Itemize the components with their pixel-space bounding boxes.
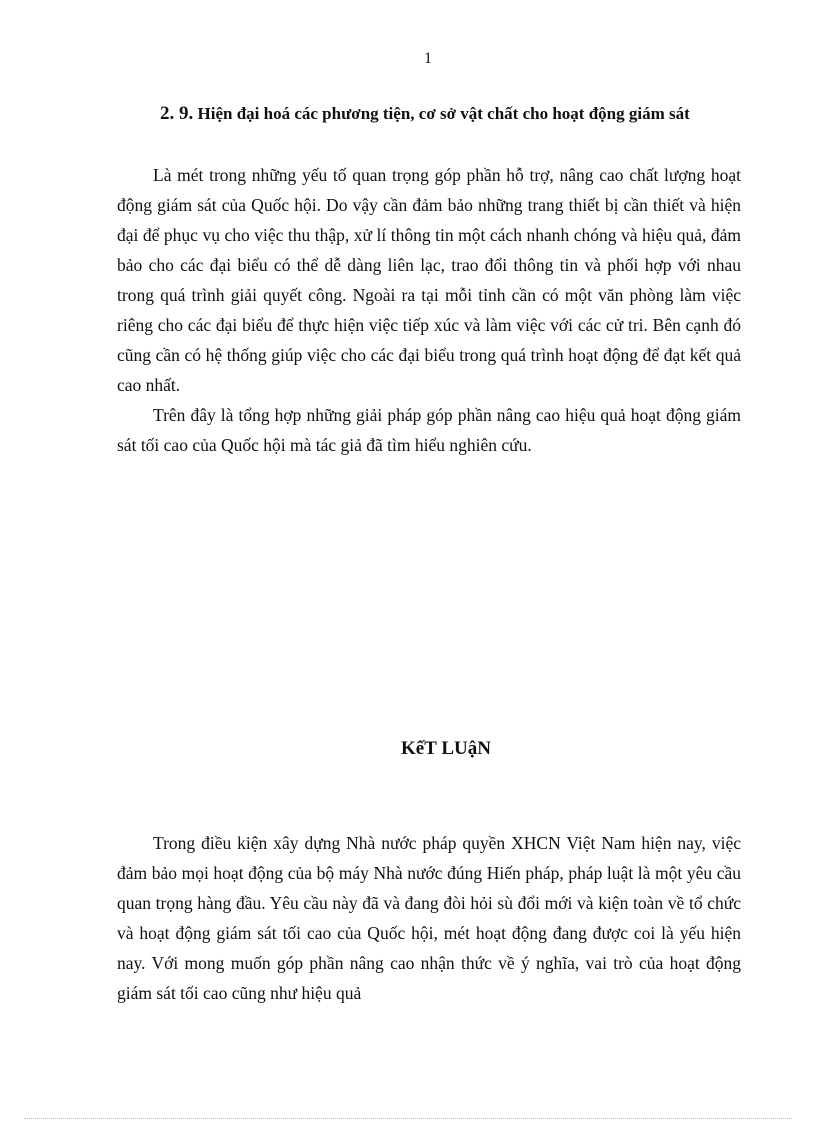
section-number: 2. 9. (160, 103, 194, 124)
page-number: 1 (424, 50, 432, 67)
section-title: Hiện đại hoá các phương tiện, cơ sở vật chất cho hoạt động giám sát (197, 104, 690, 123)
paragraph: Trên đây là tổng hợp những giải pháp góp phần nâng cao hiệu quả hoạt động giám sát tối cao của Quốc hội mà tác giả đã tìm hiểu nghiên cứu. (117, 405, 741, 455)
paragraph: Trong điều kiện xây dựng Nhà nước pháp quyền XHCN Việt Nam hiện nay, việc đảm bảo mọi hoạt động của bộ máy Nhà nước đúng Hiến pháp, pháp luật là một yêu cầu quan trọng hàng đầu. Yêu cầu này đã và đang đòi hỏi sù đổi mới và kiện toàn về tổ chức và hoạt động giám sát tối cao của Quốc hội, mét hoạt động đang được coi là yếu hiện nay. Với mong muốn góp phần nâng cao nhận thức về ý nghĩa, vai trò của hoạt động giám sát tối cao cũng như hiệu quả (117, 833, 741, 1003)
section-heading (117, 96, 741, 132)
page-bottom-divider (24, 1118, 792, 1119)
conclusion-body (117, 828, 741, 1008)
conclusion-title: KếT LUậN (401, 738, 491, 759)
section-body (117, 160, 741, 460)
paragraph: Là mét trong những yếu tố quan trọng góp phần hỗ trợ, nâng cao chất lượng hoạt động giám sát của Quốc hội. Do vậy cần đảm bảo những trang thiết bị cần thiết và hiện đại để phục vụ cho việc thu thập, xử lí thông tin một cách nhanh chóng và hiệu quả, đảm bảo cho các đại biểu có thể dễ dàng liên lạc, trao đổi thông tin và phối hợp với nhau trong quá trình giải quyết công. Ngoài ra tại mỗi tỉnh cần có một văn phòng làm việc riêng cho các đại biểu để thực hiện việc tiếp xúc và làm việc với các cử tri. Bên cạnh đó cũng cần có hệ thống giúp việc cho các đại biểu trong quá trình hoạt động để đạt kết quả cao nhất. (117, 165, 741, 395)
